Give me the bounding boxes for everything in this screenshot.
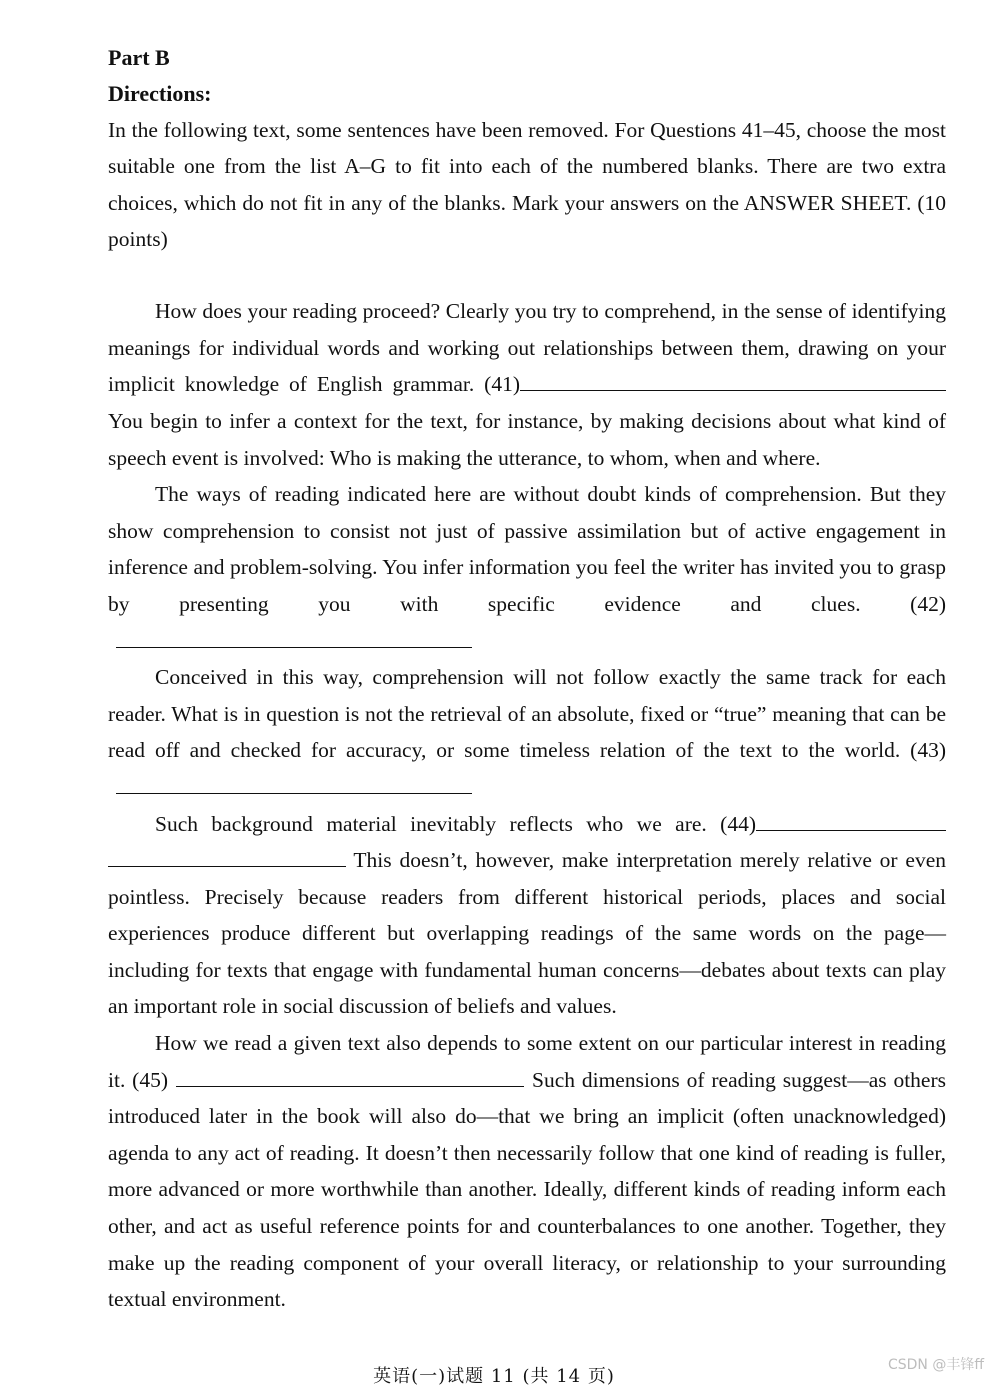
answer-blank-43[interactable] xyxy=(116,771,472,794)
paragraph-5 xyxy=(108,1025,946,1318)
paragraph-4-text-b: This doesn’t, however, make interpretation merely relative or even pointless. Precisely because readers from different historical periods, places and social experiences produce different but overlapping readings of the same words on the page—including for texts that engage with fundamental human concerns—debates about texts can play an important role in social discussion of beliefs and values. xyxy=(108,848,946,1019)
paragraph-4-text-a: Such background material inevitably reflects who we are. (44) xyxy=(155,811,756,836)
paragraph-5-text-a: How we read a given text also depends to some extent on our particular interest in reading it. (45) xyxy=(108,1031,946,1092)
answer-blank-44-continued[interactable] xyxy=(108,844,346,867)
answer-blank-45[interactable] xyxy=(176,1064,524,1087)
paragraph-1-text-b: You begin to infer a context for the text, for instance, by making decisions about what kind of speech event is involved: Who is making the utterance, to whom, when and where. xyxy=(108,408,946,470)
answer-blank-44[interactable] xyxy=(756,808,946,831)
paragraph-2 xyxy=(108,476,946,659)
directions-label: Directions: xyxy=(108,81,212,106)
exam-page xyxy=(108,40,946,1318)
paragraph-5-text-b: Such dimensions of reading suggest—as others introduced later in the book will also do—that we bring an implicit (often unacknowledged) agenda to any act of reading. It doesn’t then necessarily follow that one kind of reading is fuller, more advanced or more worthwhile than another. Ideally, different kinds of reading inform each other, and act as useful reference points for and counterbalances to one another. Together, they make up the reading component of your overall literacy, or relationship to your surrounding textual environment. xyxy=(108,1067,946,1312)
answer-blank-42[interactable] xyxy=(116,625,472,648)
page-footer: 英语(一)试题 11 (共 14 页) xyxy=(373,1366,615,1387)
paragraph-2-text-a: The ways of reading indicated here are without doubt kinds of comprehension. But they show comprehension to consist not just of passive assimilation but of active engagement in inference and problem-solving. You infer information you feel the writer has invited you to grasp by presenting you with specific evidence and clues. (42) xyxy=(108,482,946,616)
paragraph-1 xyxy=(108,293,946,476)
paragraph-1-text-a: How does your reading proceed? Clearly you try to comprehend, in the sense of identifying meanings for individual words and working out relationships between them, drawing on your implicit knowledge of English grammar. (41) xyxy=(108,299,946,397)
paragraph-3-text-a: Conceived in this way, comprehension will not follow exactly the same track for each reader. What is in question is not the retrieval of an absolute, fixed or “true” meaning that can be read off and checked for accuracy, or some timeless relation of the text to the world. (43) xyxy=(108,665,946,763)
reading-passage xyxy=(108,293,946,1318)
paragraph-3 xyxy=(108,659,946,805)
paragraph-4 xyxy=(108,806,946,1026)
source-watermark: CSDN @丰锋ff xyxy=(887,1357,984,1373)
part-title: Part B xyxy=(108,45,170,70)
answer-blank-41-continued[interactable] xyxy=(756,368,946,391)
answer-blank-41[interactable] xyxy=(520,368,756,391)
directions-text: In the following text, some sentences have been removed. For Questions 41–45, choose the most suitable one from the list A–G to fit into each of the numbered blanks. There are two extra choices, which do not fit in any of the blanks. Mark your answers on the ANSWER SHEET. (10 points) xyxy=(108,118,946,251)
